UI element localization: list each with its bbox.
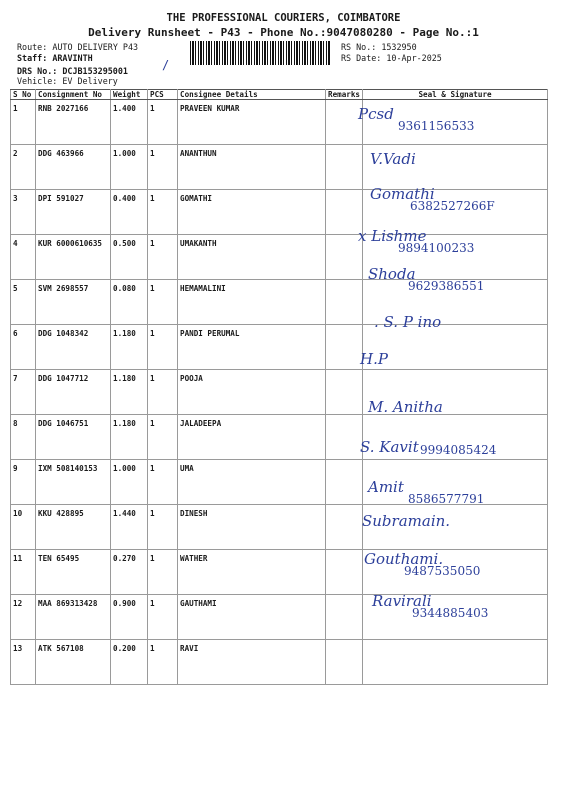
- col-consignee: Consignee Details: [178, 90, 326, 100]
- cell-weight: 1.180: [111, 370, 148, 415]
- cell-consignment: DDG 1046751: [36, 415, 111, 460]
- cell-sno: 6: [11, 325, 36, 370]
- cell-pcs: 1: [148, 235, 178, 280]
- signature-name: S. Kavit: [360, 438, 419, 456]
- runsheet-table: [10, 89, 548, 685]
- cell-remarks: [326, 280, 363, 325]
- cell-pcs: 1: [148, 370, 178, 415]
- cell-consignment: TEN 65495: [36, 550, 111, 595]
- table-row: [11, 325, 548, 370]
- signature-phone: 9487535050: [404, 564, 481, 578]
- cell-weight: 1.180: [111, 325, 148, 370]
- signature-phone: 9361156533: [398, 119, 475, 133]
- cell-sno: 7: [11, 370, 36, 415]
- pen-mark: /: [162, 58, 170, 72]
- cell-sno: 9: [11, 460, 36, 505]
- cell-consignment: MAA 869313428: [36, 595, 111, 640]
- cell-consignee: PANDI PERUMAL: [178, 325, 326, 370]
- cell-weight: 1.440: [111, 505, 148, 550]
- cell-pcs: 1: [148, 145, 178, 190]
- signature-name: Pcsd: [358, 105, 394, 123]
- cell-weight: 0.200: [111, 640, 148, 685]
- signature-phone: 9629386551: [408, 279, 485, 293]
- cell-consignee: ANANTHUN: [178, 145, 326, 190]
- cell-pcs: 1: [148, 190, 178, 235]
- col-remarks: Remarks: [326, 90, 363, 100]
- cell-remarks: [326, 325, 363, 370]
- drs-line: DRS No.: DCJB153295001: [17, 66, 128, 76]
- col-sno: S No: [11, 90, 36, 100]
- cell-remarks: [326, 100, 363, 145]
- cell-consignment: KUR 6000610635: [36, 235, 111, 280]
- cell-pcs: 1: [148, 100, 178, 145]
- cell-consignee: HEMAMALINI: [178, 280, 326, 325]
- cell-weight: 1.180: [111, 415, 148, 460]
- signature-phone: 6382527266F: [410, 199, 495, 213]
- cell-remarks: [326, 640, 363, 685]
- cell-remarks: [326, 505, 363, 550]
- cell-remarks: [326, 370, 363, 415]
- vehicle-value: EV Delivery: [62, 76, 118, 86]
- cell-consignment: DDG 463966: [36, 145, 111, 190]
- table-header-row: [11, 90, 548, 100]
- cell-sno: 11: [11, 550, 36, 595]
- signature-name: Subramain.: [362, 512, 451, 530]
- signature-name: M. Anitha: [368, 398, 443, 416]
- cell-consignee: DINESH: [178, 505, 326, 550]
- col-weight: Weight: [111, 90, 148, 100]
- signature-name: x Lishme: [358, 227, 427, 245]
- cell-weight: 0.080: [111, 280, 148, 325]
- cell-remarks: [326, 145, 363, 190]
- cell-sno: 2: [11, 145, 36, 190]
- signature-phone: 9894100233: [398, 241, 475, 255]
- cell-sno: 3: [11, 190, 36, 235]
- cell-remarks: [326, 460, 363, 505]
- signature-name: Shoda: [368, 265, 416, 283]
- runsheet-subtitle: Delivery Runsheet - P43 - Phone No.:9047080280 - Page No.:1: [88, 26, 479, 39]
- signature-phone: 9994085424: [420, 443, 497, 457]
- cell-pcs: 1: [148, 325, 178, 370]
- cell-remarks: [326, 235, 363, 280]
- barcode-image: [190, 41, 330, 65]
- cell-sno: 13: [11, 640, 36, 685]
- cell-pcs: 1: [148, 280, 178, 325]
- cell-remarks: [326, 415, 363, 460]
- cell-weight: 1.000: [111, 145, 148, 190]
- cell-consignee: UMA: [178, 460, 326, 505]
- cell-pcs: 1: [148, 505, 178, 550]
- rs-no-value: 1532950: [381, 42, 417, 52]
- cell-consignment: DDG 1048342: [36, 325, 111, 370]
- cell-pcs: 1: [148, 460, 178, 505]
- cell-consignee: JALADEEPA: [178, 415, 326, 460]
- cell-consignee: PRAVEEN KUMAR: [178, 100, 326, 145]
- rs-no-line: RS No.: 1532950: [341, 42, 417, 52]
- cell-weight: 0.500: [111, 235, 148, 280]
- rs-date-line: RS Date: 10-Apr-2025: [341, 53, 442, 63]
- cell-weight: 0.900: [111, 595, 148, 640]
- cell-consignee: UMAKANTH: [178, 235, 326, 280]
- cell-remarks: [326, 550, 363, 595]
- table-row: [11, 370, 548, 415]
- cell-pcs: 1: [148, 550, 178, 595]
- signature-name: Gomathi: [370, 185, 435, 203]
- col-pcs: PCS: [148, 90, 178, 100]
- signature-name: V.Vadi: [370, 150, 416, 168]
- signature-name: H.P: [360, 350, 388, 368]
- cell-sno: 10: [11, 505, 36, 550]
- signature-phone: 8586577791: [408, 492, 485, 506]
- cell-consignment: RNB 2027166: [36, 100, 111, 145]
- signature-name: . S. P ino: [374, 313, 442, 331]
- cell-consignment: SVM 2698557: [36, 280, 111, 325]
- cell-consignee: GAUTHAMI: [178, 595, 326, 640]
- staff-value: ARAVINTH: [52, 53, 93, 63]
- cell-weight: 0.270: [111, 550, 148, 595]
- cell-consignee: POOJA: [178, 370, 326, 415]
- signature-phone: 9344885403: [412, 606, 489, 620]
- cell-consignee: RAVI: [178, 640, 326, 685]
- table-row: [11, 505, 548, 550]
- cell-remarks: [326, 190, 363, 235]
- cell-weight: 1.400: [111, 100, 148, 145]
- cell-pcs: 1: [148, 640, 178, 685]
- staff-line: Staff: ARAVINTH: [17, 53, 93, 63]
- cell-consignee: WATHER: [178, 550, 326, 595]
- cell-consignee: GOMATHI: [178, 190, 326, 235]
- cell-sno: 5: [11, 280, 36, 325]
- signature-name: Ravirali: [372, 592, 432, 610]
- cell-consignment: IXM 508140153: [36, 460, 111, 505]
- cell-consignment: DPI 591027: [36, 190, 111, 235]
- cell-pcs: 1: [148, 415, 178, 460]
- route-line: Route: AUTO DELIVERY P43: [17, 42, 139, 52]
- cell-sno: 1: [11, 100, 36, 145]
- drs-value: DCJB153295001: [62, 66, 128, 76]
- cell-consignment: KKU 428895: [36, 505, 111, 550]
- cell-sno: 4: [11, 235, 36, 280]
- route-value: AUTO DELIVERY P43: [52, 42, 139, 52]
- col-signature: Seal & Signature: [363, 90, 548, 100]
- cell-signature: [363, 325, 548, 370]
- cell-remarks: [326, 595, 363, 640]
- cell-pcs: 1: [148, 595, 178, 640]
- vehicle-line: Vehicle: EV Delivery: [17, 76, 118, 86]
- cell-sno: 12: [11, 595, 36, 640]
- cell-weight: 1.000: [111, 460, 148, 505]
- table-row: [11, 640, 548, 685]
- cell-consignment: ATK 567108: [36, 640, 111, 685]
- cell-sno: 8: [11, 415, 36, 460]
- rs-date-value: 10-Apr-2025: [386, 53, 442, 63]
- company-title: THE PROFESSIONAL COURIERS, COIMBATORE: [166, 12, 401, 24]
- signature-name: Amit: [368, 478, 404, 496]
- signature-name: Gouthami.: [364, 550, 444, 568]
- table-row: [11, 145, 548, 190]
- col-consignment: Consignment No: [36, 90, 111, 100]
- cell-signature: [363, 640, 548, 685]
- cell-weight: 0.400: [111, 190, 148, 235]
- cell-consignment: DDG 1047712: [36, 370, 111, 415]
